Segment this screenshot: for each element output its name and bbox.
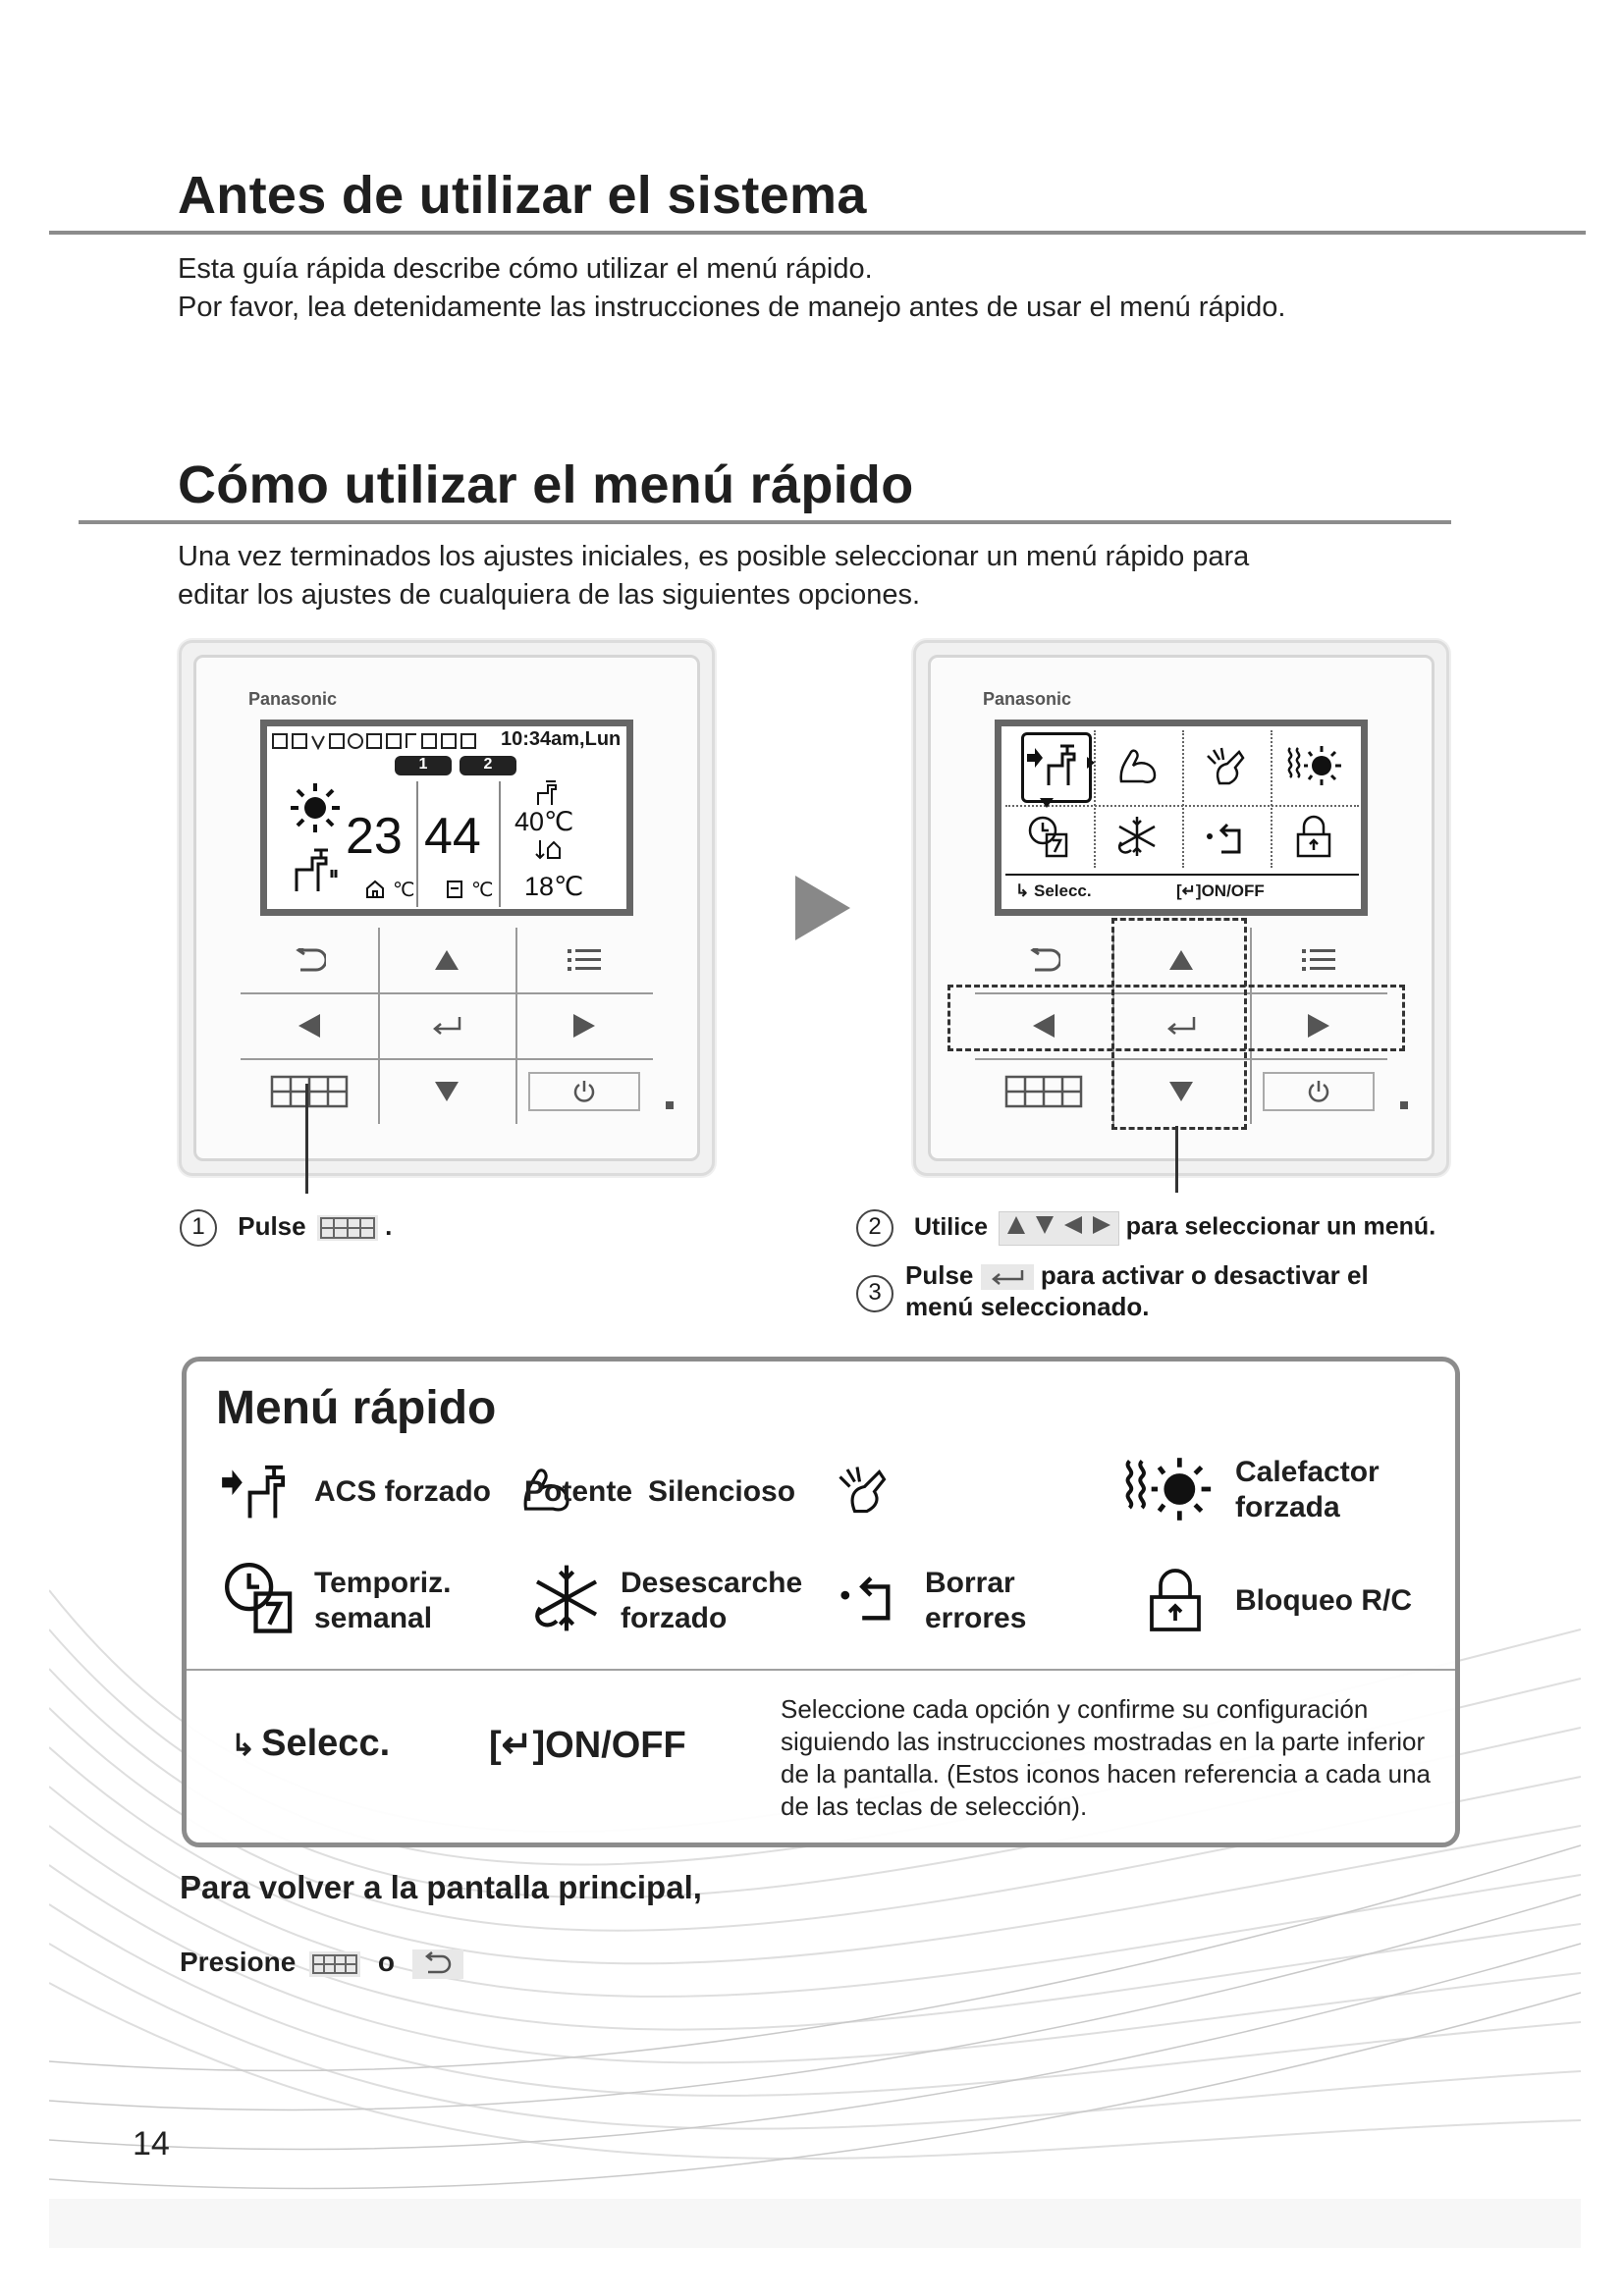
power-button[interactable] bbox=[515, 1059, 653, 1124]
section-title-rule bbox=[49, 231, 1586, 235]
lcd-select-hint bbox=[1015, 881, 1092, 901]
menu-item-weekly-timer-line1: Temporiz. bbox=[314, 1567, 452, 1599]
section-title-before-use: Antes de utilizar el sistema bbox=[178, 166, 867, 225]
down-arrow-icon bbox=[1034, 1214, 1056, 1236]
return-text-b: o bbox=[377, 1947, 395, 1977]
left-arrow-icon bbox=[298, 1013, 321, 1039]
quick-menu-button[interactable] bbox=[975, 1059, 1112, 1124]
quick-menu-grid-icon bbox=[270, 1075, 349, 1108]
enter-button[interactable] bbox=[378, 993, 515, 1058]
forced-dhw-icon bbox=[216, 1460, 297, 1521]
lcd-grid-line bbox=[1094, 730, 1097, 868]
step-3 bbox=[856, 1259, 1369, 1322]
weekly-timer-icon bbox=[222, 1560, 297, 1634]
quick-menu-grid-icon bbox=[309, 1951, 360, 1977]
right-arrow-icon bbox=[1091, 1214, 1112, 1236]
forced-heater-icon bbox=[1284, 744, 1341, 787]
menu-item-error-reset-line1: Borrar bbox=[925, 1567, 1015, 1599]
forced-heater-icon bbox=[1114, 1455, 1217, 1523]
zone1-badge: 1 bbox=[395, 756, 452, 775]
step-1 bbox=[180, 1209, 392, 1247]
selection-pointer-icon bbox=[1039, 797, 1055, 809]
menu-item-forced-heater-line1: Calefactor bbox=[1235, 1456, 1380, 1488]
remote-controller-home bbox=[179, 640, 715, 1176]
zone2-unit: ℃ bbox=[471, 880, 494, 901]
up-arrow-icon bbox=[1005, 1214, 1027, 1236]
menu-item-forced-heater bbox=[1235, 1455, 1380, 1525]
menu-button[interactable] bbox=[515, 928, 653, 992]
lcd-grid-line bbox=[1271, 730, 1273, 868]
quick-menu-divider bbox=[187, 1669, 1455, 1671]
quick-menu-button[interactable] bbox=[241, 1059, 378, 1124]
menu-item-remote-lock: Bloqueo R/C bbox=[1235, 1584, 1412, 1617]
step-number-badge: 1 bbox=[180, 1209, 217, 1247]
power-key-frame bbox=[528, 1072, 640, 1111]
step3-text-c: menú seleccionado. bbox=[905, 1292, 1150, 1321]
house-icon bbox=[365, 880, 385, 899]
lcd-divider bbox=[499, 781, 501, 907]
keypad bbox=[241, 928, 653, 1124]
page-number: 14 bbox=[133, 2125, 170, 2163]
select-arrow-icon: ↳ bbox=[231, 1730, 256, 1762]
quick-menu-intro-line2: editar los ajustes de cualquiera de las siguientes opciones. bbox=[178, 579, 921, 611]
quick-menu-grid-icon bbox=[317, 1215, 378, 1241]
callout-line bbox=[305, 1084, 308, 1194]
zone1-temp: 23 bbox=[346, 808, 403, 865]
next-step-arrow-icon bbox=[793, 874, 852, 942]
menu-item-weekly-timer-line2: semanal bbox=[314, 1602, 433, 1634]
zone1-unit: ℃ bbox=[393, 880, 415, 901]
menu-item-forced-heater-line2: forzada bbox=[1235, 1491, 1340, 1523]
softkey-select bbox=[231, 1723, 390, 1765]
quick-menu-title: Menú rápido bbox=[216, 1382, 497, 1434]
powerful-icon bbox=[1117, 746, 1161, 785]
lcd-display bbox=[995, 720, 1368, 916]
quiet-icon bbox=[1204, 746, 1247, 785]
lock-icon bbox=[1294, 815, 1333, 858]
right-button[interactable] bbox=[515, 993, 653, 1058]
step1-tail: . bbox=[385, 1210, 393, 1241]
step3-text-b: para activar o desactivar el bbox=[1040, 1260, 1369, 1290]
menu-item-quiet: Silencioso bbox=[648, 1475, 796, 1508]
zone2-badge: 2 bbox=[460, 756, 516, 775]
tank-small-icon bbox=[446, 880, 463, 899]
quiet-icon bbox=[835, 1465, 890, 1514]
lcd-divider bbox=[416, 781, 418, 907]
step-number-badge: 3 bbox=[856, 1275, 893, 1312]
enter-icon bbox=[981, 1264, 1034, 1290]
enter-icon bbox=[430, 1015, 463, 1037]
clock-display: 10:34am,Lun bbox=[501, 728, 622, 750]
arrow-keys-chip bbox=[999, 1211, 1119, 1246]
back-button[interactable] bbox=[975, 928, 1112, 992]
up-arrow-icon bbox=[434, 949, 460, 971]
return-instruction bbox=[180, 1947, 463, 1979]
menu-item-forced-defrost-line2: forzado bbox=[621, 1602, 728, 1634]
weekly-timer-icon bbox=[1027, 815, 1070, 858]
zone2-temp: 44 bbox=[424, 808, 481, 865]
menu-item-error-reset-line2: errores bbox=[925, 1602, 1027, 1634]
outdoor-icon bbox=[534, 838, 564, 862]
brand-logo: Panasonic bbox=[248, 689, 338, 709]
lcd-display bbox=[260, 720, 633, 916]
return-text-a: Presione bbox=[180, 1947, 297, 1977]
back-icon bbox=[293, 948, 326, 972]
down-button[interactable] bbox=[378, 1059, 515, 1124]
section-title-rule bbox=[79, 520, 1451, 524]
list-menu-icon bbox=[1302, 947, 1335, 973]
forced-defrost-icon bbox=[1113, 815, 1161, 858]
list-menu-icon bbox=[568, 947, 601, 973]
tank-tap-icon bbox=[534, 779, 564, 807]
left-button[interactable] bbox=[241, 993, 378, 1058]
step-number-badge: 2 bbox=[856, 1209, 893, 1247]
down-arrow-icon bbox=[434, 1081, 460, 1102]
menu-item-powerful: Potente bbox=[524, 1475, 633, 1508]
forced-defrost-icon bbox=[527, 1562, 606, 1634]
return-heading: Para volver a la pantalla principal, bbox=[180, 1869, 702, 1905]
left-arrow-icon bbox=[1062, 1214, 1084, 1236]
brand-logo: Panasonic bbox=[983, 689, 1072, 709]
error-reset-icon bbox=[837, 1570, 899, 1627]
menu-item-forced-dhw: ACS forzado bbox=[314, 1475, 491, 1508]
quick-menu-intro-line1: Una vez terminados los ajustes iniciales, es posible seleccionar un menú rápido para bbox=[178, 541, 1250, 572]
lcd-select-label: Selecc. bbox=[1033, 881, 1092, 900]
power-icon bbox=[1306, 1079, 1331, 1104]
remote-face bbox=[193, 655, 700, 1161]
power-key-frame bbox=[1263, 1072, 1375, 1111]
menu-item-error-reset bbox=[925, 1566, 1026, 1636]
power-icon bbox=[571, 1079, 597, 1104]
up-button[interactable] bbox=[378, 928, 515, 992]
quick-menu-panel bbox=[182, 1357, 1460, 1847]
intro-paragraph-line2: Por favor, lea detenidamente las instrucciones de manejo antes de usar el menú rápido. bbox=[178, 292, 1286, 323]
quick-menu-grid-icon bbox=[1004, 1075, 1083, 1108]
arrow-keys-horizontal-highlight bbox=[947, 985, 1405, 1051]
step-2 bbox=[856, 1209, 1435, 1247]
indicator-led bbox=[666, 1101, 674, 1109]
back-button[interactable] bbox=[241, 928, 378, 992]
callout-line bbox=[1175, 1126, 1178, 1193]
step2-text-a: Utilice bbox=[913, 1212, 988, 1241]
sun-icon bbox=[289, 781, 342, 834]
quick-menu-description: Seleccione cada opción y confirme su configuración siguiendo las instrucciones mostradas en la parte inferior de la pantalla. (Estos iconos hacen referencia a cada una de las teclas de selección). bbox=[781, 1694, 1431, 1821]
error-reset-icon bbox=[1204, 819, 1247, 858]
menu-item-forced-defrost-line1: Desescarche bbox=[621, 1567, 803, 1599]
back-icon bbox=[412, 1949, 463, 1979]
outdoor-temp: 18℃ bbox=[524, 872, 584, 901]
indicator-led bbox=[1400, 1101, 1408, 1109]
lock-icon bbox=[1146, 1568, 1205, 1632]
lcd-bottom-rule bbox=[1005, 874, 1359, 876]
right-arrow-icon bbox=[572, 1013, 596, 1039]
tap-icon bbox=[291, 844, 342, 895]
select-arrow-icon: ↳ bbox=[1015, 881, 1030, 900]
lcd-grid-line bbox=[1182, 730, 1185, 868]
menu-item-weekly-timer bbox=[314, 1566, 451, 1636]
status-icons-row bbox=[271, 730, 497, 754]
menu-button[interactable] bbox=[1250, 928, 1387, 992]
step2-text-b: para seleccionar un menú. bbox=[1125, 1212, 1436, 1241]
power-button[interactable] bbox=[1250, 1059, 1387, 1124]
menu-item-forced-defrost bbox=[621, 1566, 802, 1636]
back-icon bbox=[1027, 948, 1060, 972]
selection-pointer-icon bbox=[1086, 756, 1096, 770]
forced-dhw-icon bbox=[1025, 740, 1082, 787]
section-title-quick-menu: Cómo utilizar el menú rápido bbox=[178, 455, 914, 514]
tank-temp: 40℃ bbox=[514, 807, 574, 836]
softkey-onoff: [↵]ON/OFF bbox=[489, 1725, 686, 1766]
step1-text: Pulse bbox=[238, 1210, 306, 1241]
lcd-onoff-label: [↵]ON/OFF bbox=[1176, 881, 1265, 900]
intro-paragraph-line1: Esta guía rápida describe cómo utilizar el menú rápido. bbox=[178, 253, 873, 285]
step3-text-a: Pulse bbox=[905, 1260, 974, 1290]
softkey-select-label: Selecc. bbox=[261, 1723, 391, 1764]
